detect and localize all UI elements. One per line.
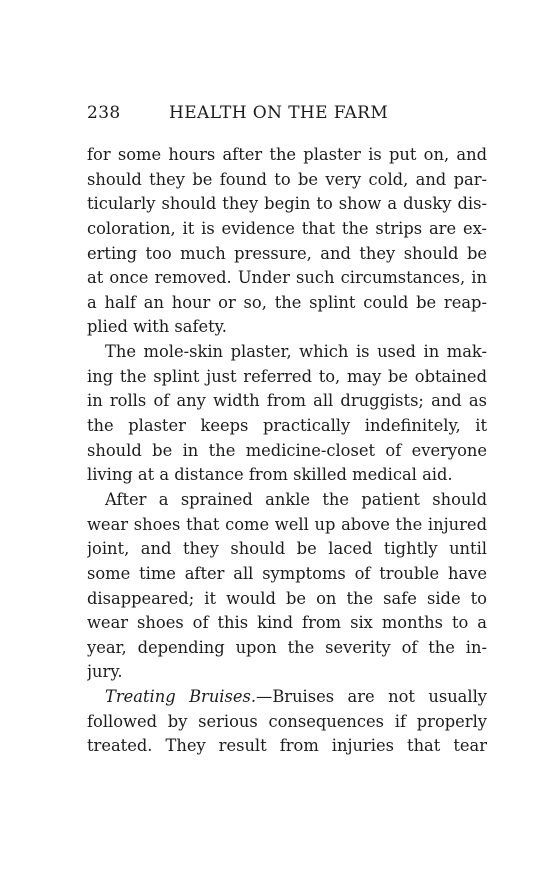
- text-line: [87, 192, 487, 217]
- text-line: [87, 439, 487, 464]
- line-text: the plaster keeps practically indefinitely, it: [87, 416, 487, 436]
- line-text: wear shoes of this kind from six months to a: [87, 613, 487, 633]
- line-text: living at a distance from skilled medical aid.: [87, 465, 453, 485]
- line-text: —Bruises are not usually: [256, 687, 487, 707]
- page-number: 238: [87, 103, 121, 123]
- line-text: at once removed. Under such circumstances, in: [87, 268, 487, 288]
- line-text: joint, and they should be laced tightly until: [87, 539, 487, 559]
- text-line: [87, 168, 487, 193]
- line-text: ing the splint just referred to, may be obtained: [87, 366, 487, 386]
- line-text: The mole-skin plaster, which is used in mak-: [105, 342, 487, 362]
- text-line: [87, 242, 487, 267]
- line-text: for some hours after the plaster is put on, and: [87, 145, 487, 164]
- text-line: [87, 660, 487, 685]
- text-line: [87, 389, 487, 414]
- text-line: [87, 710, 487, 735]
- line-text: should be in the medicine-closet of everyone: [87, 440, 487, 460]
- line-text: After a sprained ankle the patient should: [105, 489, 487, 509]
- line-text: in rolls of any width from all druggists; and as: [87, 391, 487, 411]
- text-line: [87, 488, 487, 513]
- section-heading: Treating Bruises.: [105, 687, 257, 707]
- line-text: ticularly should they begin to show a dusky dis-: [87, 194, 487, 214]
- line-text: should they be found to be very cold, and par-: [87, 169, 487, 189]
- line-text: plied with safety.: [87, 317, 227, 337]
- text-line: [87, 340, 487, 365]
- text-line: [87, 537, 487, 562]
- text-line: [87, 734, 487, 759]
- text-line: [87, 562, 487, 587]
- line-text: wear shoes that come well up above the injured: [87, 514, 487, 534]
- line-text: treated. They result from injuries that tear: [87, 736, 487, 756]
- line-text: jury.: [87, 662, 123, 682]
- text-line: [87, 636, 487, 661]
- text-line: [87, 315, 487, 340]
- line-text: year, depending upon the severity of the in-: [87, 637, 487, 657]
- text-line: [87, 291, 487, 316]
- line-text: erting too much pressure, and they should be: [87, 243, 487, 263]
- line-text: followed by serious consequences if properly: [87, 711, 487, 731]
- text-line: [87, 463, 487, 488]
- line-text: a half an hour or so, the splint could be reap-: [87, 292, 487, 312]
- text-line: [87, 587, 487, 612]
- text-line: [87, 611, 487, 636]
- line-text: coloration, it is evidence that the strips are ex-: [87, 218, 487, 238]
- text-line: [87, 685, 487, 710]
- page-header: [87, 103, 487, 127]
- text-line: [87, 365, 487, 390]
- text-line: [87, 513, 487, 538]
- running-title: HEALTH ON THE FARM: [169, 103, 389, 123]
- body-text: [87, 143, 487, 759]
- text-line: [87, 266, 487, 291]
- text-line: [87, 143, 487, 168]
- line-text: disappeared; it would be on the safe side to: [87, 588, 487, 608]
- text-line: [87, 217, 487, 242]
- line-text: some time after all symptoms of trouble have: [87, 563, 487, 583]
- text-line: [87, 414, 487, 439]
